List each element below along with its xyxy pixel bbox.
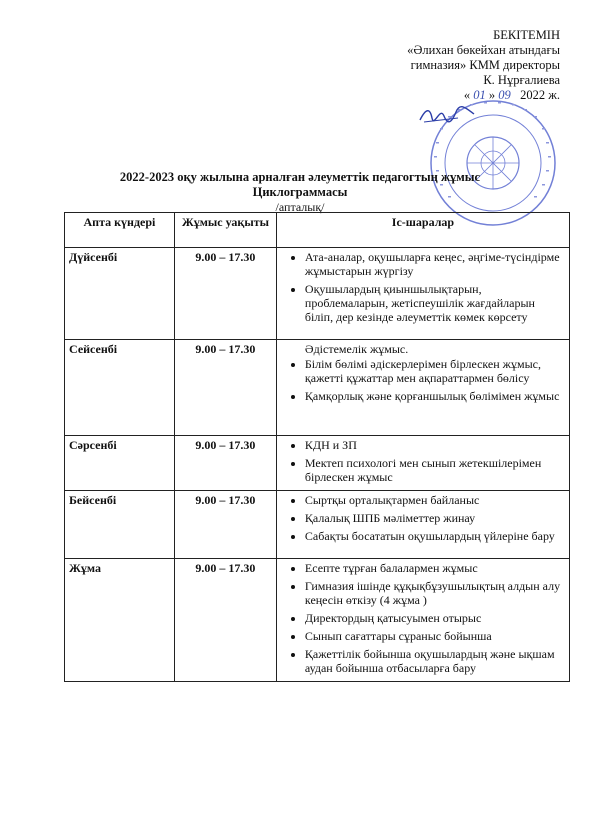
hours-cell: 9.00 – 17.30 [174, 340, 276, 436]
approval-director-name: К. Нұрғалиева [483, 73, 560, 87]
document-subtitle: /апталық/ [275, 200, 325, 214]
activity-item: • Қамқорлық және қорғаншылық бөлімімен жұмыс [305, 389, 565, 403]
table-row [65, 436, 570, 491]
approval-heading: БЕКІТЕМІН [493, 28, 560, 42]
activities-cell [276, 248, 569, 340]
date-year: 2022 ж. [520, 88, 560, 102]
activity-item: • Мектеп психологі мен сынып жетекшілерімен бірлескен жұмыс [305, 456, 565, 484]
header-weekdays: Апта күндері [65, 213, 175, 248]
activity-item: • Сынып сағаттары сұраныс бойынша [305, 629, 565, 643]
activity-item: • Оқушылардың қиыншылықтарын, проблемаларын, жетіспеушілік жағдайларын біліп, дер кезінде әлеуметтік көмек көрсету [305, 282, 565, 324]
activity-item: • Қажеттілік бойынша оқушылардың және ықшам аудан бойынша отбасыларға бару [305, 647, 565, 675]
approval-date [407, 88, 560, 103]
title-line-1: 2022-2023 оқу жылына арналған әлеуметтік педагогтың жұмыс [119, 170, 481, 184]
table-row [65, 248, 570, 340]
activity-item: • Есепте тұрған балалармен жұмыс [305, 561, 565, 575]
document-title [0, 170, 600, 200]
activity-item: • Ата-аналар, оқушыларға кеңес, әңгіме-түсіндірме жұмыстарын жүргізу [305, 250, 565, 278]
approval-org-line-1: «Әлихан бөкейхан атындағы [407, 43, 560, 57]
activity-item: • Гимназия ішінде құқықбұзушылықтың алдын алу кеңесін өткізу (4 жұма ) [305, 579, 565, 607]
table-header-row [65, 213, 570, 248]
activity-item: • Білім бөлімі әдіскерлерімен бірлескен жұмыс, қажетті құжаттар мен ақпараттармен бөлісу [305, 357, 565, 385]
director-signature [418, 104, 478, 126]
activity-intro: Әдістемелік жұмыс. [304, 342, 409, 356]
hours-cell: 9.00 – 17.30 [174, 491, 276, 559]
table-row [65, 559, 570, 682]
table-row [65, 491, 570, 559]
header-work-hours: Жұмыс уақыты [174, 213, 276, 248]
table-row [65, 340, 570, 436]
date-day: 01 [473, 88, 486, 102]
day-cell: Сейсенбі [65, 340, 175, 436]
hours-cell: 9.00 – 17.30 [174, 248, 276, 340]
activities-cell [276, 340, 569, 436]
day-cell: Сәрсенбі [65, 436, 175, 491]
activities-cell [276, 491, 569, 559]
day-cell: Жұма [65, 559, 175, 682]
activities-cell [276, 559, 569, 682]
date-open-quote: « [463, 88, 471, 102]
date-month: 09 [498, 88, 511, 102]
day-cell: Дүйсенбі [65, 248, 175, 340]
title-line-2: Циклограммасы [252, 185, 348, 199]
activity-item: • КДН и ЗП [305, 438, 565, 452]
hours-cell: 9.00 – 17.30 [174, 559, 276, 682]
activity-item: • Директордың қатысуымен отырыс [305, 611, 565, 625]
activities-cell [276, 436, 569, 491]
date-close-quote: » [488, 88, 496, 102]
header-activities: Іс-шаралар [276, 213, 569, 248]
day-cell: Бейсенбі [65, 491, 175, 559]
activity-item: • Сыртқы орталықтармен байланыс [305, 493, 565, 507]
approval-block [407, 28, 560, 103]
activity-item: • Қалалық ШПБ мәліметтер жинау [305, 511, 565, 525]
activity-item: • Сабақты босататын оқушылардың үйлеріне бару [305, 529, 565, 543]
approval-org-line-2: гимназия» КММ директоры [410, 58, 560, 72]
hours-cell: 9.00 – 17.30 [174, 436, 276, 491]
schedule-table [64, 212, 570, 682]
